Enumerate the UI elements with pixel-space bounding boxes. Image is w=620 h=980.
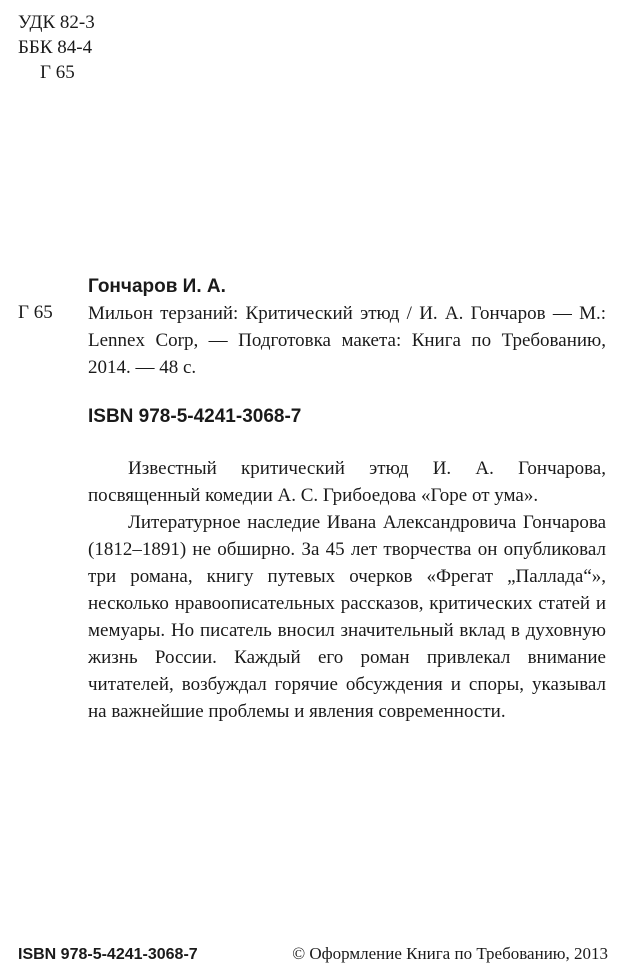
classification-codes — [18, 10, 95, 85]
footer — [18, 944, 608, 964]
annotation-paragraph: Литературное наследие Ивана Александровича Гончарова (1812–1891) не обширно. За 45 лет творчества он опубликовал три романа, книгу путевых очерков «Фрегат „Паллада“», несколько нравоописательных рассказов, критических статей и мемуары. Но писатель вносил значительный вклад в духовную жизнь России. Каждый его роман привлекал внимание читателей, возбуждал горячие обсуждения и споры, указывал на важнейшие проблемы и явления современности. — [88, 512, 606, 722]
bibliographic-entry — [88, 274, 606, 427]
copyright-notice: © Оформление Книга по Требованию, 2013 — [292, 944, 608, 963]
annotation — [88, 455, 606, 725]
bibliographic-description: Мильон терзаний: Критический этюд / И. А. Гончаров — М.: Lennex Corp, — Подготовка макета: Книга по Требованию, 2014. — 48 с. — [88, 303, 606, 378]
author-name: Гончаров И. А. — [88, 276, 226, 297]
udk-code: УДК 82-3 — [18, 12, 95, 33]
author-mark-code: Г 65 — [40, 62, 75, 83]
entry-author-mark: Г 65 — [18, 302, 53, 323]
annotation-paragraph: Известный критический этюд И. А. Гончарова, посвященный комедии А. С. Грибоедова «Горе от ума». — [88, 458, 606, 506]
bbk-code: ББК 84-4 — [18, 37, 93, 58]
isbn: ISBN 978-5-4241-3068-7 — [88, 406, 302, 427]
footer-isbn: ISBN 978-5-4241-3068-7 — [18, 946, 198, 963]
